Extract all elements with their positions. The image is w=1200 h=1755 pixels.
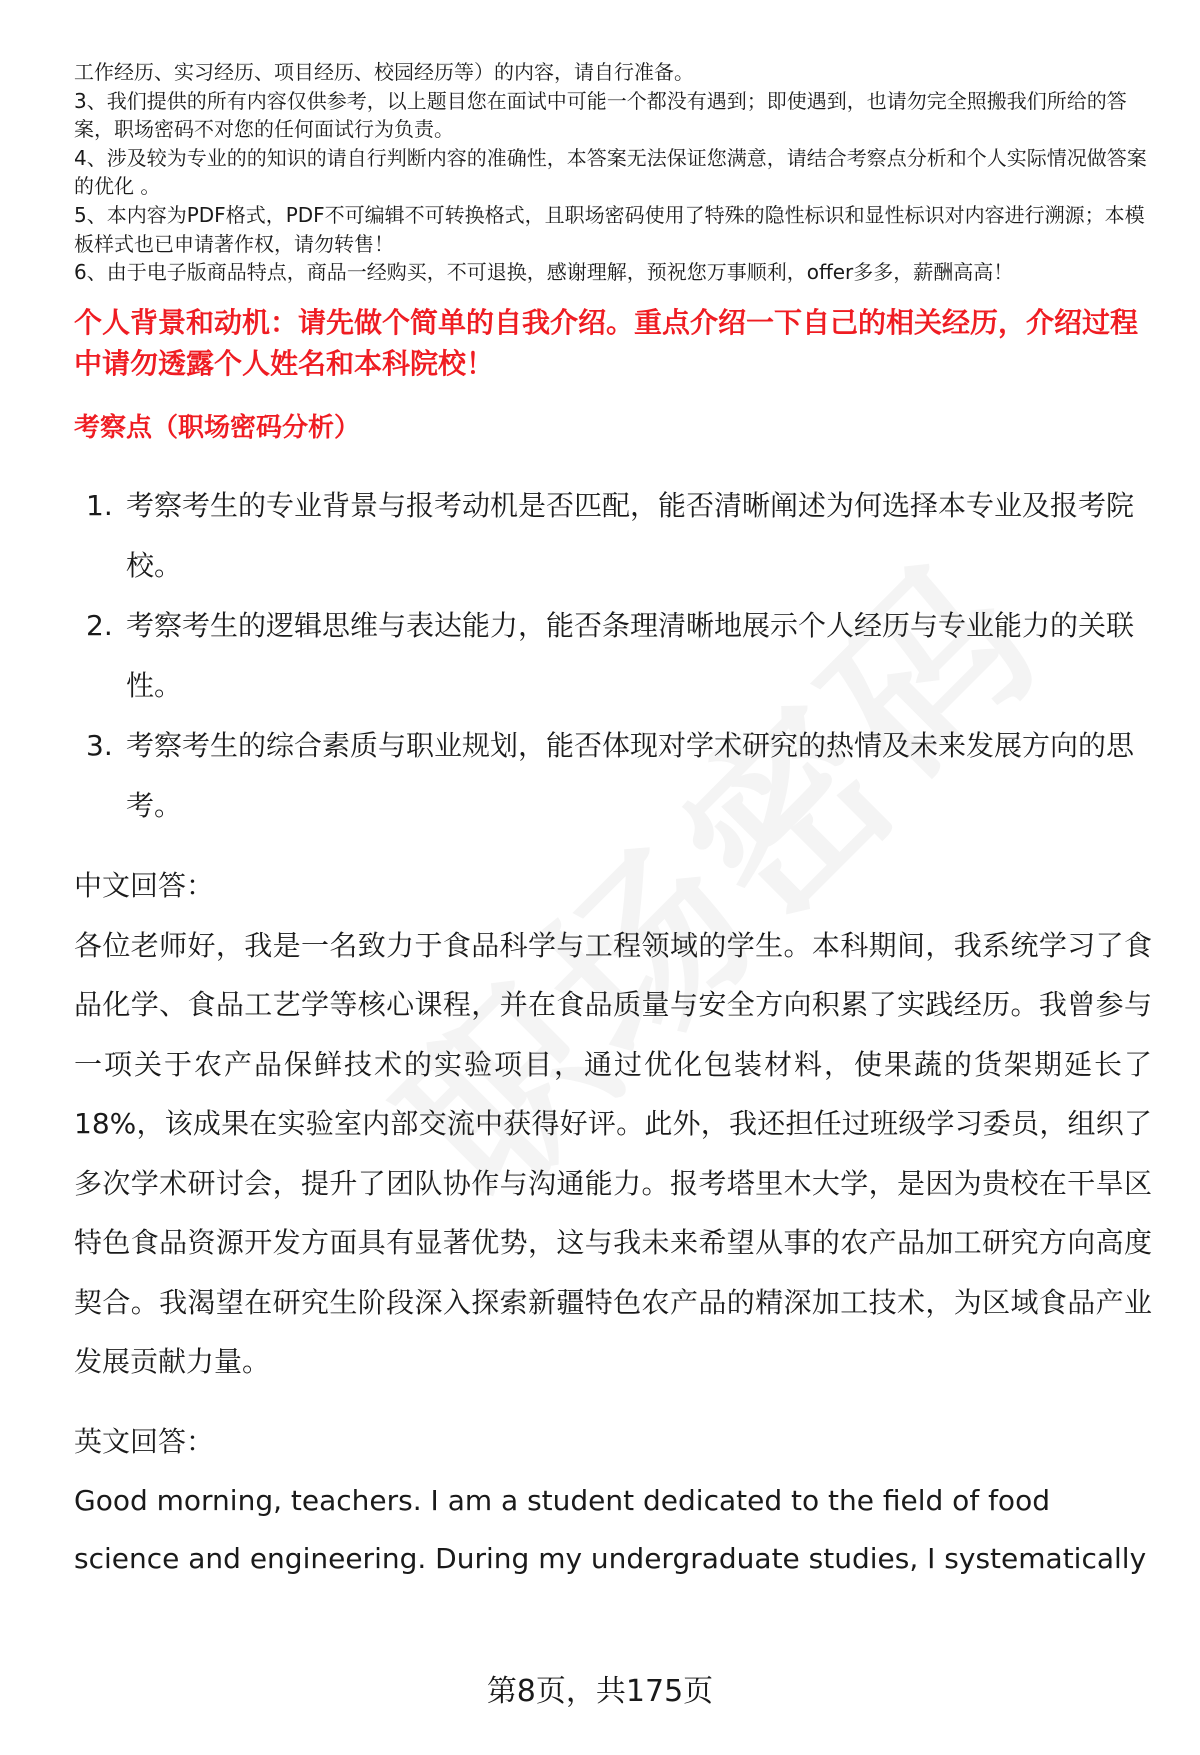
analysis-point (74, 476, 1154, 596)
point-text: 考察考生的逻辑思维与表达能力，能否条理清晰地展示个人经历与专业能力的关联性。 (126, 608, 1135, 702)
point-number: 1. (86, 488, 113, 522)
point-text: 考察考生的专业背景与报考动机是否匹配，能否清晰阐述为何选择本专业及报考院校。 (126, 488, 1135, 582)
page-footer: 第8页，共175页 (486, 1674, 714, 1709)
analysis-point (74, 716, 1154, 836)
note-item: 3、我们提供的所有内容仅供参考，以上题目您在面试中可能一个都没有遇到；即使遇到，也请勿完全照搬我们所给的答案，职场密码不对您的任何面试行为负责。 (74, 88, 1127, 142)
question-heading: 个人背景和动机：请先做个简单的自我介绍。重点介绍一下自己的相关经历，介绍过程中请勿透露个人姓名和本科院校！ (74, 305, 1139, 380)
analysis-point (74, 596, 1154, 716)
note-item: 6、由于电子版商品特点，商品一经购买，不可退换，感谢理解，预祝您万事顺利，offer多多，薪酬高高！ (74, 260, 1014, 285)
note-item: 5、本内容为PDF格式，PDF不可编辑不可转换格式，且职场密码使用了特殊的隐性标识和显性标识对内容进行溯源；本模板样式也已申请著作权，请勿转售！ (74, 202, 1145, 256)
chinese-answer-label: 中文回答： (74, 868, 215, 902)
note-item: 4、涉及较为专业的的知识的请自行判断内容的准确性，本答案无法保证您满意，请结合考察点分析和个人实际情况做答案的优化 。 (74, 145, 1147, 199)
note-item: 工作经历、实习经历、项目经历、校园经历等）的内容，请自行准备。 (74, 60, 694, 84)
english-answer-text: Good morning, teachers. I am a student dedicated to the field of food science and engineering. During my undergraduate studies, I systematically (74, 1483, 1147, 1575)
chinese-answer-text: 各位老师好，我是一名致力于食品科学与工程领域的学生。本科期间，我系统学习了食品化学、食品工艺学等核心课程，并在食品质量与安全方向积累了实践经历。我曾参与一项关于农产品保鲜技术的实验项目，通过优化包装材料，使果蔬的货架期延长了18%，该成果在实验室内部交流中获得好评。此外，我还担任过班级学习委员，组织了多次学术研讨会，提升了团队协作与沟通能力。报考塔里木大学，是因为贵校在干旱区特色食品资源开发方面具有显著优势，这与我未来希望从事的农产品加工研究方向高度契合。我渴望在研究生阶段深入探索新疆特色农产品的精深加工技术，为区域食品产业发展贡献力量。 (74, 928, 1152, 1379)
notes-block (74, 58, 1154, 287)
point-text: 考察考生的综合素质与职业规划，能否体现对学术研究的热情及未来发展方向的思考。 (126, 728, 1135, 822)
point-number: 2. (86, 608, 113, 642)
page-content (74, 58, 1154, 1588)
point-number: 3. (86, 728, 113, 762)
english-answer-label: 英文回答： (74, 1424, 215, 1458)
analysis-points (74, 476, 1154, 836)
analysis-title: 考察点（职场密码分析） (74, 412, 361, 443)
